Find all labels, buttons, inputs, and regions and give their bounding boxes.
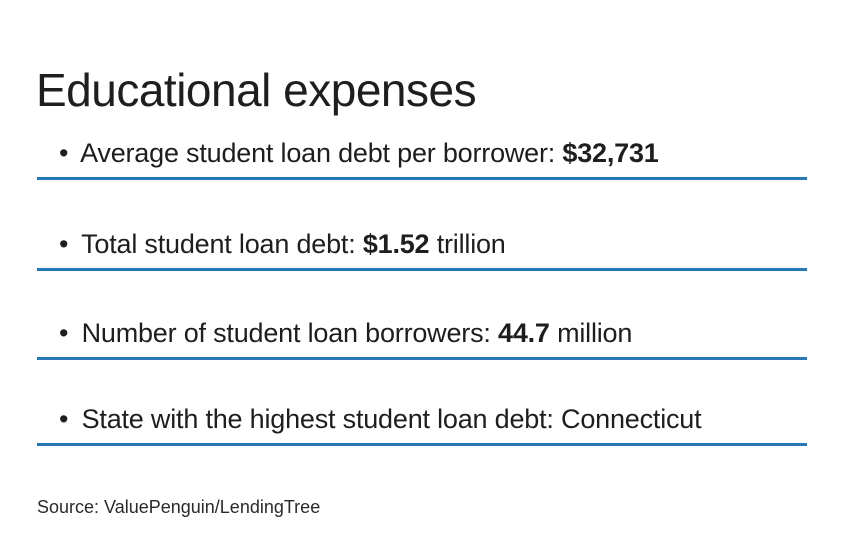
fact-text	[37, 401, 807, 437]
fact-row	[37, 226, 807, 271]
fact-label: Number of student loan borrowers:	[81, 318, 491, 348]
bullet-icon: •	[59, 318, 69, 348]
fact-value: 44.7	[498, 318, 550, 348]
fact-label: Total student loan debt:	[81, 229, 356, 259]
bullet-icon: •	[59, 229, 69, 259]
bullet-icon: •	[59, 138, 69, 168]
fact-text	[37, 135, 807, 171]
bullet-icon: •	[59, 404, 69, 434]
fact-label: State with the highest student loan debt:	[81, 404, 554, 434]
fact-row	[37, 401, 807, 446]
fact-text	[37, 226, 807, 262]
fact-value: Connecticut	[561, 404, 702, 434]
fact-text	[37, 315, 807, 351]
fact-suffix: million	[557, 318, 633, 348]
page-title: Educational expenses	[36, 63, 477, 116]
source-attribution: Source: ValuePenguin/LendingTree	[37, 497, 321, 517]
fact-row	[37, 315, 807, 360]
fact-row	[37, 135, 807, 180]
fact-suffix: trillion	[436, 229, 506, 259]
fact-value: $1.52	[362, 229, 430, 259]
fact-label: Average student loan debt per borrower:	[80, 138, 556, 168]
fact-value: $32,731	[562, 138, 659, 168]
